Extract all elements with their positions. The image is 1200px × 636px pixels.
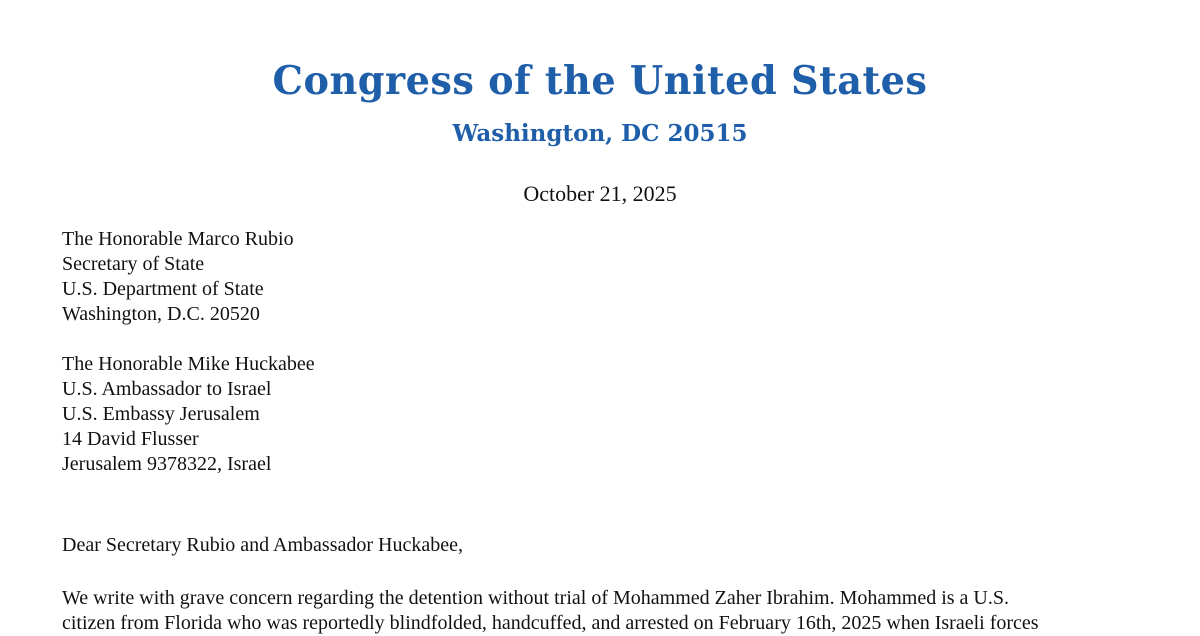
letterhead-city: Washington, DC 20515 <box>452 120 748 147</box>
address-line: Jerusalem 9378322, Israel <box>62 453 272 475</box>
address-line: U.S. Embassy Jerusalem <box>62 403 260 425</box>
address-line: U.S. Ambassador to Israel <box>62 378 272 400</box>
address-line: The Honorable Mike Huckabee <box>62 353 315 375</box>
salutation: Dear Secretary Rubio and Ambassador Huckabee, <box>62 534 463 556</box>
address-line: Secretary of State <box>62 253 205 275</box>
body-paragraph <box>62 586 1162 636</box>
letterhead-title: Congress of the United States <box>272 58 928 104</box>
address-line: The Honorable Marco Rubio <box>62 228 294 250</box>
recipient-address-rubio <box>62 227 762 327</box>
address-line: U.S. Department of State <box>62 278 264 300</box>
body-line: citizen from Florida who was reportedly blindfolded, handcuffed, and arrested on February 16th, 2025 when Israeli forces <box>62 612 1039 634</box>
recipient-address-huckabee <box>62 352 762 477</box>
letter-date: October 21, 2025 <box>523 181 677 206</box>
body-line: We write with grave concern regarding the detention without trial of Mohammed Zaher Ibrahim. Mohammed is a U.S. <box>62 587 1010 609</box>
address-line: Washington, D.C. 20520 <box>62 303 260 325</box>
address-line: 14 David Flusser <box>62 428 199 450</box>
